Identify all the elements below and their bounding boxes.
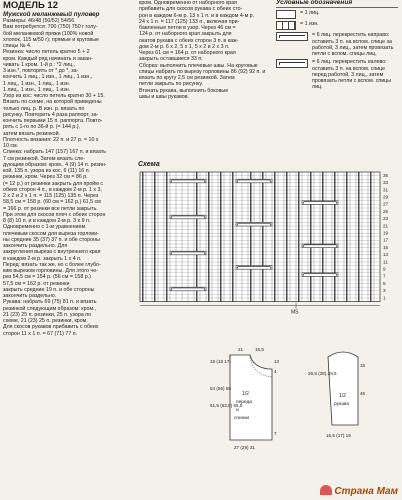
text-line: Вязать по схеме, на которой приведены [3, 99, 102, 106]
text-line: закрыть средние 19 п. и обе стороны [3, 286, 95, 293]
text-line: прибавить для скосов рукава с обеих сто- [139, 6, 243, 13]
purl-symbol-icon [276, 21, 296, 30]
text-line: закончить раздельно. Для [3, 243, 68, 249]
legend-item-knit [276, 10, 398, 19]
garment-schematic [208, 345, 393, 470]
text-line: 124 р. от наборного края закрыть для [139, 31, 232, 38]
text-line: Резинка: число петель кратно 5 + 2 [3, 49, 90, 56]
text-line: ны средние 35 (37) 37 п. и обе стороны [3, 236, 100, 243]
text-line: 10 см. [3, 143, 19, 149]
text-line: рон в каждом 6-м р. 13 х 1 п. и в каждом 4-м р. [139, 12, 255, 19]
row-number-label: 27 [383, 201, 389, 207]
dim-length-total: 61,5 (63,5) 65,5 [210, 403, 243, 408]
purl-stitch-column [370, 172, 371, 302]
row-number-label: 3 [383, 288, 386, 294]
row-number-label: 23 [383, 216, 389, 222]
dim-hem-width: 27 (29) 31 [234, 445, 255, 450]
dim-sleeve-length: 46 [360, 391, 366, 396]
row-number-label: 35 [383, 172, 389, 178]
dim-shoulder: 16 (16 17) [210, 359, 231, 364]
legend-item-cross-left [276, 59, 398, 90]
text-line: Для скосов рукавов прибавить с обеих [3, 324, 99, 331]
text-line: спицы № 4. [3, 43, 32, 49]
legend-title: Условные обозначения [276, 0, 398, 8]
middle-text-column [139, 0, 271, 100]
row-number-label: 25 [383, 208, 389, 214]
instructions-continued [139, 0, 271, 100]
text-line: кром. Одновременно от наборного края [139, 0, 238, 6]
dim-neck-depth-back: 13 [274, 359, 280, 364]
text-line: спицы набрать по вырезу горловины 86 (92) 92 п. и [139, 68, 266, 75]
text-line: чивать 1 кром. 1-й р.: *2 лиц., [3, 61, 76, 68]
text-line: Рукава: набрать 69 (75) 81 п. и вязать [3, 299, 97, 306]
knit-symbol-icon [276, 10, 296, 19]
text-line: 3 изн.*, повторять от * до *, за- [3, 68, 79, 74]
dim-sleeve-top: 15 [360, 363, 366, 368]
legend-text: = 1 лиц. [300, 10, 320, 17]
text-line: петли закрыть по рисунку. [139, 81, 203, 88]
watermark [320, 485, 398, 497]
chart-title: Схема [138, 161, 160, 168]
text-line: дом 2-м р. 6 х 2, 5 х 1, 5 х 2 и 2 х 3 п. [139, 43, 230, 50]
row-number-label: 31 [383, 187, 389, 193]
text-line: 1 лиц., 1 изн., 1 лиц., 1 изн. [3, 80, 71, 87]
text-line: кончить 1 лиц., 1 изн., 1 лиц., 1 изн., [3, 74, 93, 81]
text-line: обеих сторон 4 п., в каждом 2-м р. 1 х 3, [3, 186, 102, 193]
sleeve-label-part: рукава [334, 402, 350, 407]
text-line: закругления выреза с внутреннего края [3, 249, 101, 256]
dim-neck-side: 15,5 [255, 347, 264, 352]
legend-text: = 1 изн. [300, 21, 319, 28]
text-line: резинкой следующим образом: кром., [3, 305, 97, 312]
watermark-text: Страна Мам [334, 486, 398, 497]
purl-stitch-column [298, 172, 299, 302]
text-line: схеме, 21 (23) 25 п. резинки, кром. [3, 318, 88, 324]
purl-stitch-column [274, 172, 275, 302]
text-line: сторон 11 х 1 п. = 67 (71) 77 п. [3, 330, 78, 337]
purl-stitch-column [208, 172, 209, 302]
purl-stitch-column [166, 172, 167, 302]
body-piece-outline [230, 355, 272, 440]
site-logo-icon [320, 485, 332, 495]
row-number-label: 19 [383, 230, 389, 236]
body-label-part: переда [236, 400, 252, 405]
purl-stitch-column [220, 172, 221, 302]
text-line: в каждом 2-м р. закрыть 1 х 4 п. [3, 255, 82, 262]
text-line: плечевым скосом для выреза горлови- [3, 230, 99, 237]
text-line: Размеры: 46/48 (50/52) 54/56 [3, 18, 75, 24]
dim-sleeve-bottom: 15,5 (17) 19 [326, 433, 351, 438]
left-text-column [3, 0, 130, 337]
sleeve-label-part: 1/2 [339, 393, 346, 399]
instructions-body [3, 18, 130, 337]
row-number-label: 17 [383, 237, 389, 243]
text-line: Одновременно с 1-м уравнением [3, 224, 86, 231]
text-line: Спинка: набрать 147 (157) 167 п. и вязать [3, 149, 107, 156]
text-line: ким вырезом горловины. Для этого че- [3, 268, 98, 274]
text-line: 7 см резинкой. Затем вязать сле- [3, 155, 85, 162]
row-number-label: 13 [383, 252, 389, 258]
model-subtitle: Мужской меланжевый пуловер [3, 11, 100, 18]
dim-neck-top: 21 [238, 347, 244, 352]
text-line: кром. Каждый ряд начинать и закан- [3, 55, 93, 62]
text-line: Сборка: выполнить плечевые швы. На круговые [139, 62, 258, 69]
purl-stitch-column [250, 172, 251, 302]
dim-body-height: 54 (56) 58 [210, 386, 231, 391]
text-line: Через 61 см = 164 р. от наборного края [139, 50, 236, 56]
legend-text: = 6 лиц. перекрестить направо: оставить 3 п. на вспом. спице за работой, 3 лиц., затем провязать петли с вспом. спицы лиц. [312, 32, 394, 57]
row-number-label: 21 [383, 223, 389, 229]
purl-stitch-column [232, 172, 233, 302]
text-line: Плотность вязания: 22 п. и 27 р. = 10 х [3, 136, 99, 143]
text-line: бой меланжевой пряжи (100% новой [3, 30, 94, 37]
text-line: кой, 135 п. узора из кос, 6 (11) 16 п. [3, 168, 91, 174]
purl-stitch-column [154, 172, 155, 302]
body-label-part: спинки [234, 416, 250, 421]
text-line: закончить раздельно. [3, 293, 57, 299]
body-label-part: 1/2 [242, 391, 249, 397]
text-line: затем вязать резинкой. [3, 130, 61, 137]
text-line: Узор из кос: число петель кратно 30 + 15. [3, 93, 105, 99]
text-line: = 166 р. от резинки все петли закрыть. [3, 205, 98, 212]
row-number-label: 11 [383, 259, 388, 265]
text-line: бавленные петли в узор. Через 46 см = [139, 25, 236, 31]
text-line: 21 (23) 25 п. резинки, 25 п. узора по [3, 311, 92, 318]
model-title: МОДЕЛЬ 12 [3, 0, 58, 11]
text-line: Перед: вязать так же, но с более глубо- [3, 261, 101, 268]
text-line: 2 х 2 и 2 х 1 п. = 115 (125) 135 п. Через [3, 193, 99, 199]
body-label-part: и [236, 408, 239, 413]
text-line: хлопок, 115 м/50 г); прямые и круговые [3, 36, 99, 43]
knitting-chart [138, 170, 400, 320]
text-line: дующим образом: кром., 4 (9) 14 п. резин- [3, 161, 107, 168]
purl-stitch-column [358, 172, 359, 302]
text-line: рез 54,5 см = 154 р. (56 см = 158 р.) [3, 274, 91, 281]
text-line: только лиц. р. В изн. р. вязать по [3, 105, 85, 112]
text-line: рисунку. Повторить 4 раза раппорт, за- [3, 111, 99, 118]
legend-item-purl [276, 21, 398, 30]
purl-stitch-column [262, 172, 263, 302]
cable-right-icon [276, 32, 308, 41]
purl-stitch-column [334, 172, 335, 302]
text-line: закрыть оставшиеся 33 п. [139, 56, 203, 63]
dim-rib: 7 [274, 431, 277, 436]
chart-center-label: MS [291, 309, 299, 316]
text-line: рять с 1-го по 36-й р. (= 144 р.), [3, 124, 81, 131]
row-number-label: 15 [383, 244, 389, 250]
row-number-label: 9 [383, 266, 386, 272]
purl-stitch-column [196, 172, 197, 302]
cable-left-icon [276, 59, 308, 68]
text-line: Втачать рукава, выполнить боковые [139, 87, 229, 94]
sleeve-piece-outline [328, 352, 358, 425]
purl-stitch-column [286, 172, 287, 302]
text-line: 8 (8) 10 п. и в каждом 2-м р. 3 х 9 п. [3, 218, 91, 224]
legend-column [276, 0, 398, 91]
text-line: резинки, кром. Через 32 см = 86 р. [3, 174, 88, 181]
text-line: 57,5 см = 162 р. от резинки [3, 280, 70, 287]
text-line: швы и швы рукавов. [139, 93, 190, 100]
text-line: 58,5 см = 158 р. (60 см = 162 р.) 61,5 см [3, 199, 101, 206]
purl-stitch-column [142, 172, 143, 302]
row-number-label: 1 [383, 295, 386, 301]
text-line: вязать по кругу 2,5 см резинкой. Затем [139, 75, 235, 81]
text-line: кончить первыми 15 п. раппорта. Повто- [3, 118, 103, 124]
row-number-label: 33 [383, 180, 389, 186]
text-line: 24 х 1 п. = 117 (125) 133 п., включая при- [139, 18, 240, 25]
dim-sleeve-width: 26,5 (28) 29,5 [308, 371, 337, 376]
purl-stitch-column [346, 172, 347, 302]
row-number-label: 7 [383, 273, 386, 279]
row-number-label: 5 [383, 280, 386, 286]
purl-stitch-column [310, 172, 311, 302]
text-line: окатов рукава с обеих сторон 3 п. в каж- [139, 37, 239, 44]
row-number-label: 29 [383, 194, 389, 200]
text-line: Вам потребуется: 700 (750) 750 г голу- [3, 24, 98, 31]
legend-item-cross-right [276, 32, 398, 57]
text-line: 1 лиц., 1 изн., 1 лиц., 1 изн. [3, 86, 71, 93]
legend-text: = 6 лиц. перекрестить налево: оставить 3 п. на вспом. спице перед работой, 3 лиц., затем провязать петли с вспом. спицы лиц. [312, 59, 392, 91]
purl-stitch-column [322, 172, 323, 302]
text-line: (= 12 р.) от резинки закрыть для пройм с [3, 180, 104, 187]
dim-neck-depth-front: 4 [274, 369, 277, 374]
text-line: При этом для скосов плеч с обеих сторон [3, 211, 106, 218]
